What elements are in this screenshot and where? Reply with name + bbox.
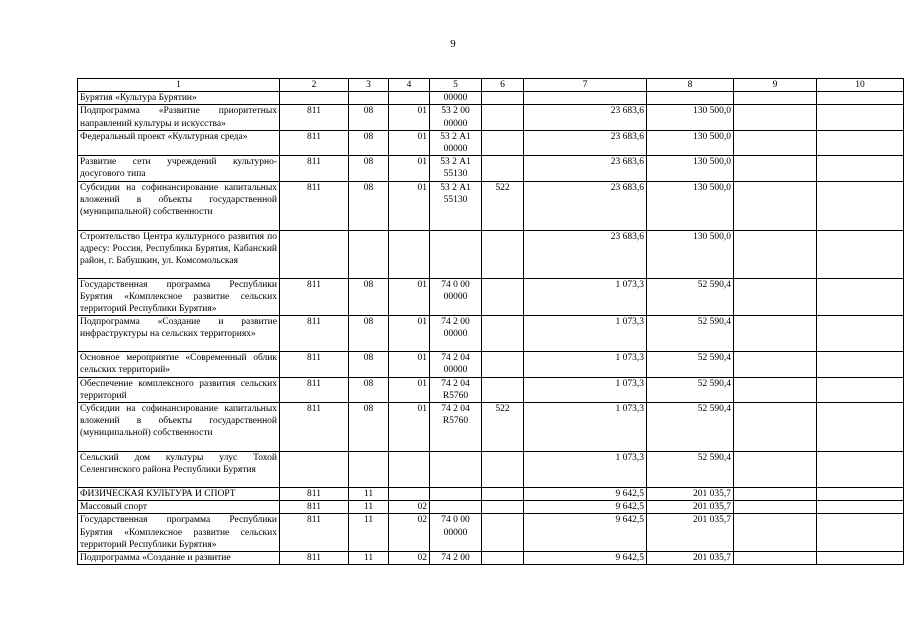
col-3-cell: 08	[349, 130, 389, 155]
col-9-cell	[734, 501, 817, 514]
col-3-cell: 08	[349, 316, 389, 352]
name-cell: Подпрограмма «Создание и развитие инфраструктуры на сельских территориях»	[78, 316, 280, 352]
table-row	[78, 452, 904, 488]
col-2-cell	[280, 452, 349, 488]
col-10-cell	[817, 501, 904, 514]
col-7-cell: 23 683,6	[524, 181, 647, 230]
column-header: 2	[280, 79, 349, 92]
col-7-cell: 23 683,6	[524, 230, 647, 278]
col-10-cell	[817, 92, 904, 105]
col-3-cell: 08	[349, 105, 389, 130]
col-2-cell: 811	[280, 181, 349, 230]
col-10-cell	[817, 552, 904, 565]
col-5-cell: 53 2 00 00000	[430, 105, 482, 130]
col-3-cell: 11	[349, 552, 389, 565]
col-2-cell: 811	[280, 501, 349, 514]
col-4-cell	[389, 452, 430, 488]
col-7-cell: 1 073,3	[524, 403, 647, 452]
col-10-cell	[817, 278, 904, 316]
table-row	[78, 377, 904, 402]
name-cell: Бурятия «Культура Бурятии»	[78, 92, 280, 105]
col-10-cell	[817, 377, 904, 402]
table-row	[78, 488, 904, 501]
col-3-cell: 08	[349, 156, 389, 181]
table-row	[78, 92, 904, 105]
col-6-cell	[482, 156, 524, 181]
col-9-cell	[734, 352, 817, 377]
name-cell: Строительство Центра культурного развития по адресу: Россия, Республика Бурятия, Кабанский район, г. Бабушкин, ул. Комсомольская	[78, 230, 280, 278]
col-5-cell: 74 0 00 00000	[430, 278, 482, 316]
col-2-cell: 811	[280, 514, 349, 552]
col-5-cell	[430, 230, 482, 278]
col-7-cell	[524, 92, 647, 105]
col-9-cell	[734, 452, 817, 488]
col-3-cell: 11	[349, 514, 389, 552]
name-cell: Обеспечение комплексного развития сельских территорий	[78, 377, 280, 402]
col-2-cell: 811	[280, 488, 349, 501]
col-7-cell: 23 683,6	[524, 105, 647, 130]
column-header: 9	[734, 79, 817, 92]
col-10-cell	[817, 316, 904, 352]
col-2-cell	[280, 92, 349, 105]
col-3-cell: 08	[349, 352, 389, 377]
name-cell: Сельский дом культуры улус Тохой Селенгинского района Республики Бурятия	[78, 452, 280, 488]
col-8-cell: 130 500,0	[647, 156, 734, 181]
col-8-cell: 201 035,7	[647, 501, 734, 514]
col-10-cell	[817, 130, 904, 155]
col-6-cell	[482, 352, 524, 377]
col-6-cell	[482, 488, 524, 501]
col-9-cell	[734, 130, 817, 155]
col-9-cell	[734, 156, 817, 181]
name-cell: Основное мероприятие «Современный облик сельских территорий»	[78, 352, 280, 377]
col-2-cell: 811	[280, 377, 349, 402]
col-7-cell: 23 683,6	[524, 130, 647, 155]
table-row	[78, 105, 904, 130]
table-row	[78, 230, 904, 278]
col-3-cell: 08	[349, 181, 389, 230]
col-2-cell: 811	[280, 352, 349, 377]
col-3-cell: 08	[349, 278, 389, 316]
col-10-cell	[817, 488, 904, 501]
col-6-cell	[482, 230, 524, 278]
col-5-cell: 74 2 04 R5760	[430, 377, 482, 402]
col-4-cell: 01	[389, 316, 430, 352]
name-cell: Субсидии на софинансирование капитальных вложений в объекты государственной (муниципальной) собственности	[78, 181, 280, 230]
col-7-cell: 1 073,3	[524, 278, 647, 316]
budget-table	[77, 78, 904, 565]
col-8-cell: 201 035,7	[647, 488, 734, 501]
col-6-cell	[482, 377, 524, 402]
col-4-cell: 02	[389, 514, 430, 552]
col-5-cell: 53 2 А1 00000	[430, 130, 482, 155]
name-cell: Федеральный проект «Культурная среда»	[78, 130, 280, 155]
col-10-cell	[817, 181, 904, 230]
table-row	[78, 514, 904, 552]
col-6-cell: 522	[482, 403, 524, 452]
col-8-cell: 52 590,4	[647, 403, 734, 452]
col-8-cell: 130 500,0	[647, 181, 734, 230]
col-6-cell	[482, 316, 524, 352]
col-6-cell	[482, 514, 524, 552]
col-8-cell: 130 500,0	[647, 130, 734, 155]
col-8-cell: 52 590,4	[647, 452, 734, 488]
col-9-cell	[734, 488, 817, 501]
table-row	[78, 403, 904, 452]
col-6-cell	[482, 552, 524, 565]
col-4-cell: 01	[389, 278, 430, 316]
col-6-cell	[482, 452, 524, 488]
col-7-cell: 1 073,3	[524, 377, 647, 402]
col-10-cell	[817, 230, 904, 278]
column-header: 4	[389, 79, 430, 92]
col-9-cell	[734, 514, 817, 552]
col-10-cell	[817, 514, 904, 552]
col-7-cell: 1 073,3	[524, 452, 647, 488]
col-7-cell: 1 073,3	[524, 316, 647, 352]
col-9-cell	[734, 105, 817, 130]
col-5-cell: 74 2 00 00000	[430, 316, 482, 352]
col-7-cell: 1 073,3	[524, 352, 647, 377]
col-2-cell	[280, 230, 349, 278]
col-2-cell: 811	[280, 552, 349, 565]
col-4-cell: 01	[389, 156, 430, 181]
col-8-cell: 201 035,7	[647, 514, 734, 552]
col-3-cell	[349, 92, 389, 105]
name-cell: Подпрограмма «Развитие приоритетных направлений культуры и искусства»	[78, 105, 280, 130]
table-row	[78, 181, 904, 230]
col-7-cell: 9 642,5	[524, 488, 647, 501]
column-header: 8	[647, 79, 734, 92]
col-5-cell: 74 0 00 00000	[430, 514, 482, 552]
column-header: 5	[430, 79, 482, 92]
col-4-cell: 01	[389, 105, 430, 130]
page-number: 9	[450, 38, 456, 50]
col-4-cell: 02	[389, 552, 430, 565]
col-9-cell	[734, 377, 817, 402]
col-5-cell	[430, 488, 482, 501]
table-row	[78, 552, 904, 565]
table-row	[78, 130, 904, 155]
col-6-cell	[482, 501, 524, 514]
col-3-cell	[349, 230, 389, 278]
col-8-cell: 130 500,0	[647, 230, 734, 278]
col-4-cell	[389, 92, 430, 105]
col-7-cell: 9 642,5	[524, 514, 647, 552]
col-5-cell: 00000	[430, 92, 482, 105]
name-cell: ФИЗИЧЕСКАЯ КУЛЬТУРА И СПОРТ	[78, 488, 280, 501]
col-4-cell: 01	[389, 181, 430, 230]
table-row	[78, 278, 904, 316]
col-9-cell	[734, 181, 817, 230]
col-4-cell: 01	[389, 130, 430, 155]
column-header: 3	[349, 79, 389, 92]
col-5-cell	[430, 452, 482, 488]
col-10-cell	[817, 452, 904, 488]
col-2-cell: 811	[280, 130, 349, 155]
col-9-cell	[734, 316, 817, 352]
col-9-cell	[734, 403, 817, 452]
col-4-cell: 01	[389, 352, 430, 377]
col-4-cell: 02	[389, 501, 430, 514]
col-7-cell: 23 683,6	[524, 156, 647, 181]
table-header-row	[78, 79, 904, 92]
col-8-cell: 52 590,4	[647, 377, 734, 402]
name-cell: Государственная программа Республики Бурятия «Комплексное развитие сельских территорий Республики Бурятия»	[78, 514, 280, 552]
col-8-cell: 52 590,4	[647, 278, 734, 316]
col-9-cell	[734, 230, 817, 278]
col-2-cell: 811	[280, 156, 349, 181]
col-5-cell: 53 2 А1 55130	[430, 181, 482, 230]
col-4-cell: 01	[389, 377, 430, 402]
col-7-cell: 9 642,5	[524, 552, 647, 565]
table-row	[78, 156, 904, 181]
name-cell: Массовый спорт	[78, 501, 280, 514]
col-8-cell: 52 590,4	[647, 352, 734, 377]
col-2-cell: 811	[280, 278, 349, 316]
column-header: 10	[817, 79, 904, 92]
col-8-cell: 201 035,7	[647, 552, 734, 565]
name-cell: Подпрограмма «Создание и развитие	[78, 552, 280, 565]
col-5-cell: 53 2 А1 55130	[430, 156, 482, 181]
col-4-cell	[389, 488, 430, 501]
col-9-cell	[734, 278, 817, 316]
table-row	[78, 316, 904, 352]
col-10-cell	[817, 403, 904, 452]
col-4-cell	[389, 230, 430, 278]
col-10-cell	[817, 156, 904, 181]
col-5-cell: 74 2 00	[430, 552, 482, 565]
col-6-cell	[482, 105, 524, 130]
table-row	[78, 501, 904, 514]
col-3-cell	[349, 452, 389, 488]
name-cell: Развитие сети учреждений культурно-досугового типа	[78, 156, 280, 181]
col-6-cell: 522	[482, 181, 524, 230]
col-9-cell	[734, 552, 817, 565]
table-row	[78, 352, 904, 377]
col-7-cell: 9 642,5	[524, 501, 647, 514]
col-3-cell: 11	[349, 501, 389, 514]
name-cell: Субсидии на софинансирование капитальных вложений в объекты государственной (муниципальной) собственности	[78, 403, 280, 452]
col-9-cell	[734, 92, 817, 105]
name-cell: Государственная программа Республики Бурятия «Комплексное развитие сельских территорий Республики Бурятия»	[78, 278, 280, 316]
col-5-cell	[430, 501, 482, 514]
col-2-cell: 811	[280, 403, 349, 452]
col-8-cell: 130 500,0	[647, 105, 734, 130]
column-header: 7	[524, 79, 647, 92]
col-2-cell: 811	[280, 316, 349, 352]
col-6-cell	[482, 130, 524, 155]
col-2-cell: 811	[280, 105, 349, 130]
col-8-cell	[647, 92, 734, 105]
col-3-cell: 08	[349, 377, 389, 402]
col-6-cell	[482, 92, 524, 105]
col-4-cell: 01	[389, 403, 430, 452]
column-header: 6	[482, 79, 524, 92]
col-10-cell	[817, 352, 904, 377]
col-10-cell	[817, 105, 904, 130]
column-header: 1	[78, 79, 280, 92]
col-5-cell: 74 2 04 R5760	[430, 403, 482, 452]
col-3-cell: 08	[349, 403, 389, 452]
col-6-cell	[482, 278, 524, 316]
col-5-cell: 74 2 04 00000	[430, 352, 482, 377]
col-8-cell: 52 590,4	[647, 316, 734, 352]
col-3-cell: 11	[349, 488, 389, 501]
